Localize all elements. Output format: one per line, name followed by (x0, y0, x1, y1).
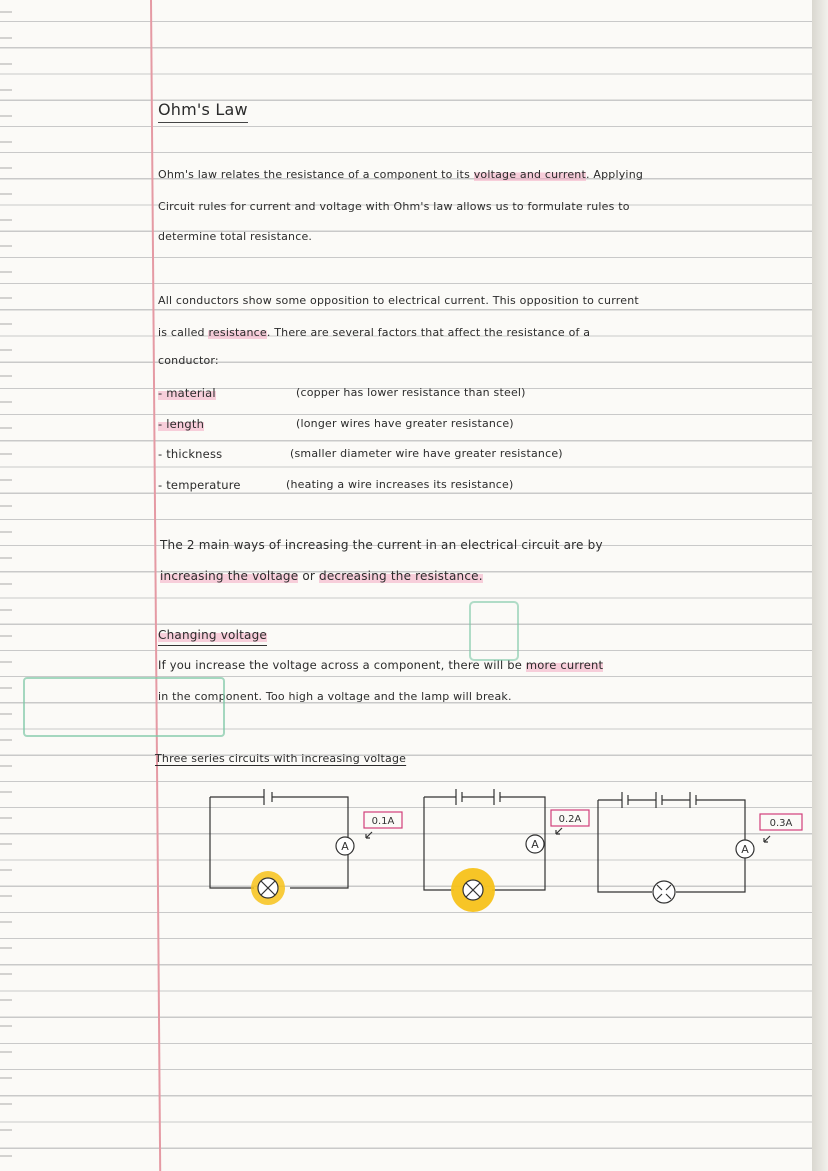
factor-desc: (longer wires have greater resistance) (296, 417, 514, 430)
circuit-2 (424, 789, 562, 912)
factor-desc: (copper has lower resistance than steel) (296, 386, 526, 399)
green-highlight-box (24, 678, 224, 736)
factor-name: - length (158, 417, 205, 431)
intro-line-2: Circuit rules for current and voltage with Ohm's law allows us to formulate rules to (158, 200, 630, 213)
factor-desc: (heating a wire increases its resistance) (286, 478, 514, 491)
changing-text: If you increase the voltage across a component, there will be (158, 658, 526, 672)
conductor-text: . There are several factors that affect the resistance of a (266, 326, 591, 339)
factor-name: - material (158, 386, 216, 400)
factor-name: - thickness (158, 447, 223, 461)
factor-name: - temperature (158, 478, 241, 492)
highlight-more-current: more current (525, 658, 604, 672)
ammeter-symbol: A (341, 840, 349, 853)
intro-text: Ohm's law relates the resistance of a component to its (158, 168, 474, 181)
ways-text: or (298, 569, 320, 583)
page-title: Ohm's Law (158, 100, 248, 119)
broken-lamp-icon (653, 881, 675, 903)
intro-text: . Applying (585, 168, 644, 181)
ways-line-1: The 2 main ways of increasing the current in an electrical circuit are by (160, 538, 603, 552)
section-heading: Changing voltage (158, 628, 267, 642)
highlight-increase-voltage: increasing the voltage (160, 569, 299, 583)
current-label: 0.1A (371, 816, 395, 827)
conductor-line-3: conductor: (158, 354, 219, 367)
green-highlight-box (470, 602, 518, 660)
highlight-decrease-resistance: decreasing the resistance. (319, 569, 483, 583)
conductor-line-1: All conductors show some opposition to electrical current. This opposition to current (158, 294, 639, 307)
ammeter-symbol: A (531, 838, 539, 851)
changing-line-2: in the component. Too high a voltage and the lamp will break. (158, 690, 512, 703)
highlight-voltage-current: voltage and current (473, 168, 586, 181)
intro-line-3: determine total resistance. (158, 230, 313, 243)
ammeter-symbol: A (741, 843, 749, 856)
highlight-resistance: resistance (208, 326, 267, 339)
current-label: 0.3A (769, 818, 793, 829)
circuits-title: Three series circuits with increasing voltage (155, 752, 407, 765)
page-stack-edge (812, 0, 828, 1171)
conductor-text: is called (158, 326, 209, 339)
current-label: 0.2A (558, 814, 582, 825)
factor-desc: (smaller diameter wire have greater resistance) (290, 447, 563, 460)
